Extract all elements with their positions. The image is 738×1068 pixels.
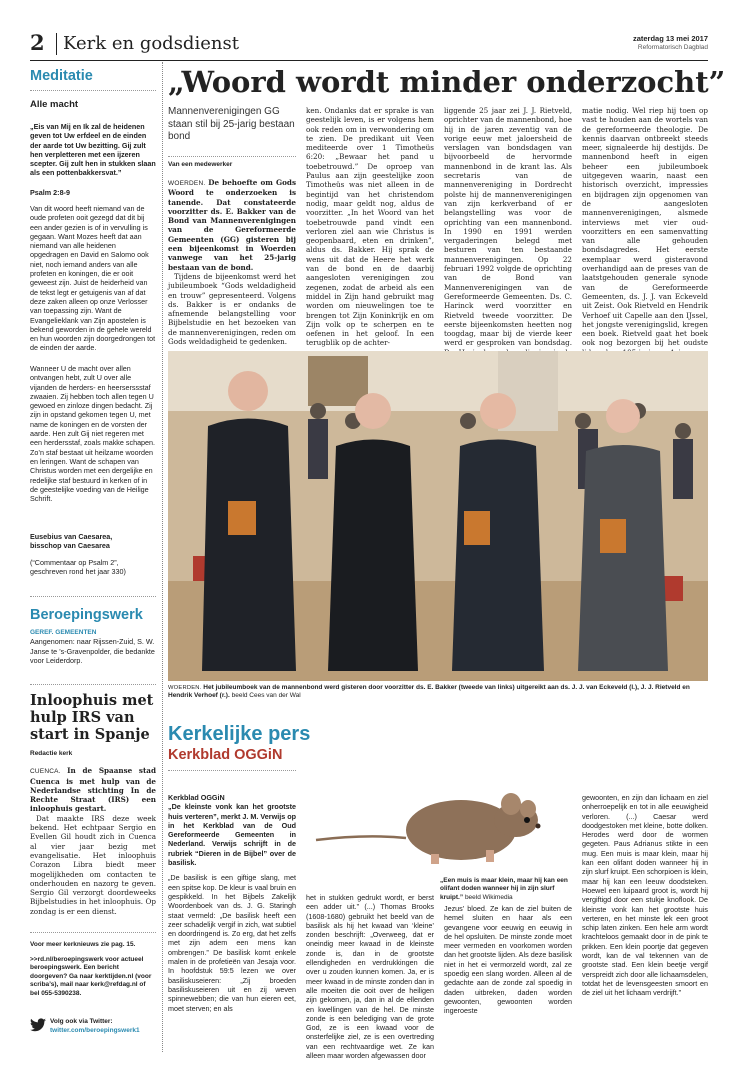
photo-caption-text: Het jubileumboek van de mannenbond werd gisteren door voorzitter ds. E. Bakker (tweede van links) uitgereikt aan ds. J. J. van Eckeveld (l.), J. J. Rietveld en Hendrik Verhoef (r.). [168,684,690,700]
meditatie-section [30,62,156,632]
pers-label: Kerkelijke pers [168,723,311,745]
article-intro: De behoefte om Gods Woord te onderzoeken is tanende. Dat constateerde voorzitter ds. E. Bakker van de Bond van Mannenverenigingen van de Gereformeerde Gemeenten (GG) gisteren bij een bijeenkomst in Woerden vanwege van het 25-jarig bestaan van de bond. [168,178,296,272]
section-title: Kerk en godsdienst [63,33,239,54]
pers-source: Kerkblad OGGiN [168,747,283,763]
article-headline: „Woord wordt minder onderzocht” [168,65,726,99]
twitter-link[interactable]: twitter.com/beroepingswerk1 [50,1027,140,1034]
irs-dateline: CUENCA. [30,768,61,776]
pers-col-3: Jezus’ bloed. Ze kan de ziel buiten de hemel sluiten en haar als een gevangene voor eeuwig en eeuwig in de hel opsluiten. De minste zonde moet meer vermeden en voorkomen worden dan het grootste lijden. Als deze basilisk niet in het ei vermorzeld wordt, zal ze spoedig een slang worden. Alleen al de gedachte aan de zonde zal spoedig in daden uitbreken, daden worden gewoonten, gewoonten worden ingeroeste [444,904,572,1016]
article-byline: Van een medewerker [168,161,233,168]
meditatie-source: (“Commentaar op Psalm 2”, geschreven rond het jaar 330) [30,558,126,577]
photo-caption-dateline: WOERDEN. [168,685,202,691]
beroepingswerk-label: Beroepingswerk [30,607,143,623]
pers-intro: „De kleinste vonk kan het grootste huis verteren”, merkt J. M. Verwijs op in het Kerkblad van de Oud Gereformeerde Gemeenten in Nederland. Verwijs schrijft in de rubriek “Dieren in de Bijbel” over de basilisk. [168,802,296,868]
article-col-3: liggende 25 jaar zei J. J. Rietveld, oprichter van de mannenbond, hoe hij in de jaren zeventig van de vorige eeuw met jaloersheid de verslagen van bondsdagen van bijvoorbeeld de hervormde mannenbond in de krant las. Als secretaris van de mannenvereniging in Dordrecht polste hij de mannenverenigingen van zijn kerkverband of er belangstelling was voor de oprichting van een mannenbond. In 1990 en 1991 werden vergaderingen belegd met besturen van ten bestaande mannenverenigingen. Op 22 februari 1992 volgde de oprichting van de Bond van Mannenverenigingen van de Gereformeerde Gemeenten. Ds. C. Harinck werd voorzitter en Rietveld tweede voorzitter. De eerste bijeenkomsten heetten nog toogdag, maar bij de vierde keer werd er gesproken van bondsdag. [444,106,572,348]
article-col-1 [168,178,296,346]
mouse-photo [306,782,572,890]
article-dateline: WOERDEN. [168,180,206,187]
irs-links[interactable]: >>rd.nl/beroepingswerk voor actueel beroepingswerk. Een bericht doorgeven? Ga naar kerktijden.nl (voor scriba’s), mail naar kerk@refdag.nl of bel 055-5390238. [30,956,152,997]
irs-intro: In de Spaanse stad Cuenca is met hulp van de Nederlandse stichting In de Rechte Straat (IRS) een inloophuis gestart. [30,766,156,814]
mouse-credit: beeld Wikimedia [464,893,513,901]
irs-text: Dat maakte IRS deze week bekend. Het echtpaar Sergio en Evellen Gil houdt zich in Cuenca al vier jaar bezig met evangelisatie. Het inloophuis Corazon Libra biedt meer mogelijkheden om contacten te onderhouden en nazorg te geven. Sergio Gil verzorgt doordeweeks Bijbelstudies in het inloophuis. Op zondag is er een dienst. [30,813,156,916]
beroepingswerk-text: Aangenomen: naar Rijssen-Zuid, S. W. Janse te ’s-Gravenpolder, die bedankte voor Leiderdorp. [30,637,155,665]
photo-caption [168,684,708,701]
pers-col-2: het in stukken gedrukt wordt, er berst een adder uit.” (...) Thomas Brooks (1608-1680) gebruikt het beeld van de basilisk als hij het kwaad van ‘kleine’ zonden beschrijft: „Overweeg, dat er oneindig meer kwaad in de kleinste zonde is, dan in de grootste ellendigheden en verdrukkingen die over u zouden kunnen komen. Ja, er is meer kwaad in de minste zonden dan in alle moeiten die ooit over de heiligen zijn gekomen, ja, dan in al de ellenden en kwellingen van de hel. De minste zonde is een belediging van de grote God, ze is een kwaad voor de onsterfelijke ziel, ze is een overtreding van een rechtvaardige wet. Ze kan alleen maar worden afgewassen door [306,893,434,1061]
article-photo [168,351,708,681]
meditatie-author-role: bisschop van Caesarea [30,541,110,550]
pers-col-1-text: „De basilisk is een giftige slang, met een spitse kop. De kleur is vaal bruin en gespikkeld. In het Bijbels Zakelijk Woordenboek van ds. J. G. Staringh staat vermeld: „De basilisk heeft een zeer schadelijk vergif in zich, wat subtiel en doordringend is. Zo erg, dat het zelfs met zijn adem een mens kan ombrengen.” De basilisk komt enkele malen in de profetieën van Jesaja voor. In hoofdstuk 59:5 lezen we over basiliskuseieren: „Zij broeden basiliskuseieren uit en zij weven spinnewebben; die van hun eieren eet, moet sterven; en als [168,873,296,1013]
irs-headline: Inloophuis met hulp IRS van start in Spanje [30,692,154,743]
twitter-icon[interactable] [30,1018,46,1032]
meditatie-body-2: Wanneer U de macht over allen ontvangen hebt, zult U over alle vijanden de herders- en heerserssstaf zwaaien. Zij hebben toch allen tegen U gewoed en zinloze dingen bedacht. Zij zijn in opstand gekomen tegen U, met name de koningen en de vorsten der aarde. Hen zult Gij niet regeren met een herdersstaf, zoals makke schapen. Zo’n staf bestaat uit heilzame woorden en leringen. Want de schapen van Christus worden met een dergelijke en redelijke staf bestuurd in kerken of in de geestelijke voeding van de Heilige Schrift. [30,364,156,504]
meditatie-author: Eusebius van Caesarea, [30,532,113,541]
article-col-2: ken. Ondanks dat er sprake is van geestelijk leven, is er volgens hem ook reden om in verwondering om te zien. De predikant uit Veen mediteerde over 1 Timotheüs 6:20: „Bewaar het pand u toebetrouwd.” De oproep van Paulus aan zijn geestelijke zoon Timotheüs was niet alleen in de begintijd van het christendom nodig, maar geldt nog, aldus de voorzitter. „In het Woord van het toebetrouwde pand vindt een verloren ziel aan wie Christus is geopenbaard, eten en drinken”, aldus ds. Bakker. Hij sprak de wens uit dat de Heere het werk van de bond en de daarbij aangesloten verenigingen zou zegenen, zodat de arbeid als een middel in Zijn hand gebruikt mag worden om nieuwelingen toe te brengen tot Zijn Koninkrijk en om Zijn volk op te scherpen en te oefenen in het geloof. In een terugblik op de achter- [306,106,434,348]
meditatie-title: Alle macht [30,99,79,110]
page-number: 2 [30,30,45,55]
meditatie-body-1: Van dit woord heeft niemand van de oude profeten ooit gezegd dat dit bij een ander gezien is of in vervulling is gegaan. Want Mozes heeft dat aan niemand van alle heidenen opgedragen en David en Salomo ook niet, noch iemand anders van alle profeten en koningen, die er ooit geweest zijn. Juist de heiderheid van de tekst legt er getuigenis van af dat deze zaken alleen op onze Verlosser van toepassing zijn. Want de Evangelieklank van Zijn apostelen is bekend geworden in de gehele wereld en hun woorden zijn doorgedrongen tot de einden der aarde. [30,204,156,353]
twitter-label: Volg ook via Twitter: [50,1018,113,1025]
paper-name: Reformatorisch Dagblad [637,44,708,51]
beroepingswerk-church: GEREF. GEMEENTEN [30,629,97,636]
beroepingswerk-section [30,596,156,676]
mouse-caption [440,877,572,902]
mouse-caption-text: „Een muis is maar klein, maar hij kan een olifant doden wanneer hij in zijn slurf kruipt.” [440,877,568,901]
meditatie-label: Meditatie [30,68,93,84]
irs-byline: Redactie kerk [30,750,73,757]
irs-more: Voor meer kerknieuws zie pag. 15. [30,941,136,948]
pers-kicker: Kerkblad OGGiN [168,793,225,802]
pers-col-1 [168,793,296,1055]
irs-section [30,684,156,1054]
article-subhead: Mannenverenigingen GG staan stil bij 25-jarig bestaan bond [168,106,295,142]
pers-col-4: gewoonten, en zijn dan lichaam en ziel onherroepelijk en tot in alle eeuwigheid verloren. (...) Caesar werd doodgestoken met kleine, botte dolken. Herodes werd door de wormen gegeten. Paus Adrianus stikte in een mug. Een muis is maar klein, maar hij kan een olifant doden wanneer hij in zijn slurf kruipt. Een schorpioen is klein, maar hij kan een leeuw doodsteken. Hoewel een luipaard groot is, wordt hij vergiftigd door een stukje knoflook. De kleinste vonk kan het grootste huis verteren, en het minste lek een groot schip laten zinken. Een hele arm wordt krachteloos gemaakt door in de pink te prikken. Een klein poortje dat gegeven wordt, kan de val tekennen van de grootste stad. Een klein beetje vergif verspreidt zich door alle lichaamsdelen, totdat het de levensgeesten smoort en de ziel uit het lichaam verdrijft.” [582,793,708,998]
irs-body [30,766,156,916]
article-col-1-text: Tijdens de bijeenkomst werd het jubileumboek “Gods weldadigheid en trouw” gepresenteerd. Volgens ds. Bakker is er ondanks de afnemende belangstelling voor Bijbelstudie en het bezoeken van de mannenverenigingen, reden om Gods weldadigheid te gedenken. [168,271,296,347]
photo-credit: beeld Cees van der Wal [231,692,301,700]
issue-date: zaterdag 13 mei 2017 [632,34,708,43]
article-col-4: matie nodig. Wel riep hij toen op vast te houden aan de wortels van de gereformeerde theologie. De kennis daarvan ontbreekt steeds meer, signaleerde hij destijds. De mannenbond heeft in eigen beheer een jubileumboek uitgegeven waarin, naast een historisch overzicht, impressies en bijdragen zijn opgenomen van de aangesloten mannenverenigingen, alsmede interviews met vier oud-voorzitters en een samenvatting van alle gehouden bondsdagredes. Het eerste exemplaar werd gisteravond overhandigd aan de preses van de laatstgehouden generale synode van de Gereformeerde Gemeenten, ds. J. J. van Eckeveld uit Zeist. Ook Rietveld en Hendrik Verhoef uit Capelle aan den IJssel, het jongste verenigingslid, kregen een boek. Rietveld gaat het boek ook nog bezorgen bij het oudste [582,106,708,348]
meditatie-reference: Psalm 2:8-9 [30,188,70,197]
meditatie-quote: „Eis van Mij en Ik zal de heidenen geven tot Uw erfdeel en de einden der aarde tot Uw bezitting. Gij zult hen verpletteren met een ijzeren scepter. Gij zult hen in stukken slaan als een pottenbakkersvat.” [30,122,156,178]
